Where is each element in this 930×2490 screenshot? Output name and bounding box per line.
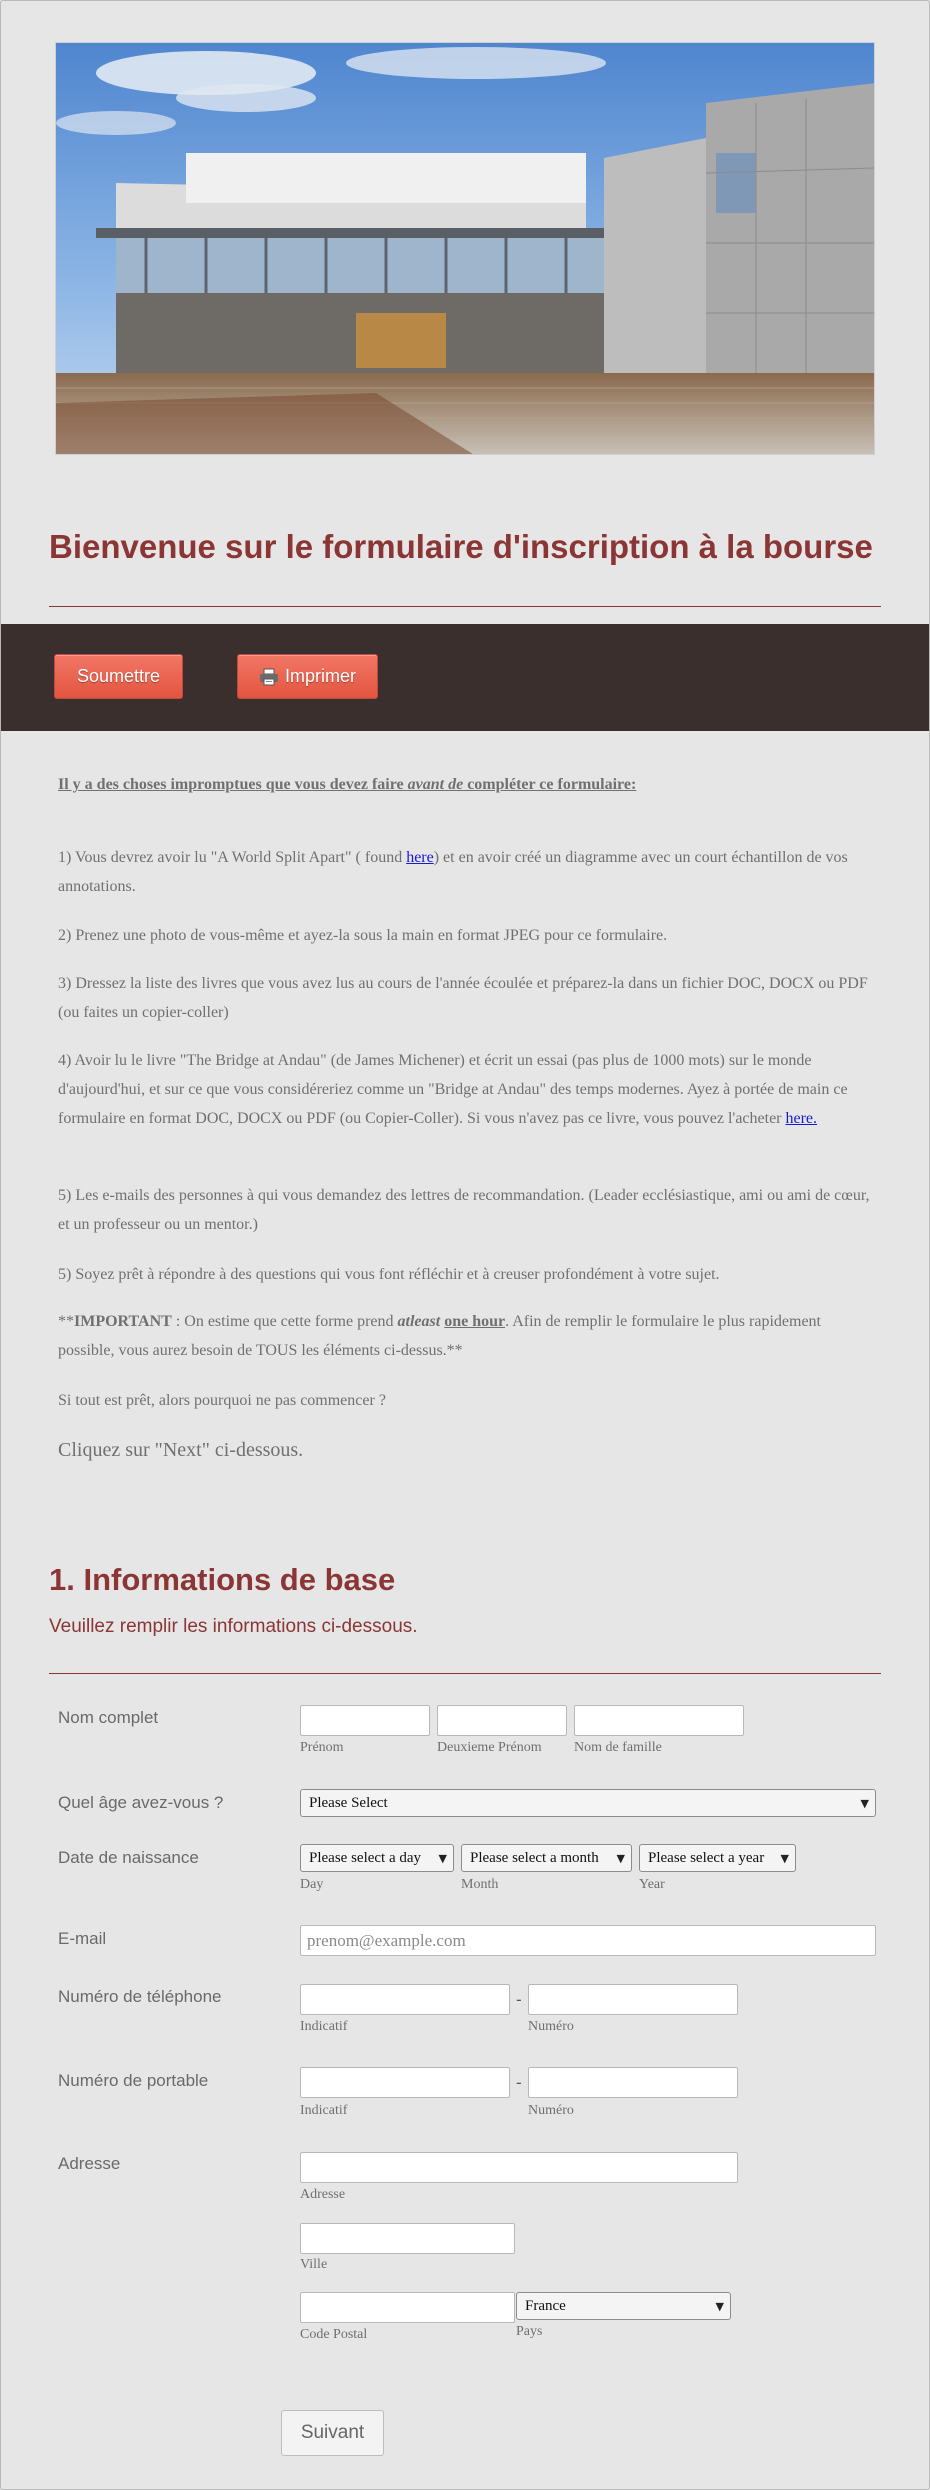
next-button-label: Suivant xyxy=(300,2422,365,2443)
chevron-down-icon: ▼ xyxy=(438,1851,447,1865)
birth-day-select[interactable] xyxy=(300,1844,454,1872)
submit-button[interactable] xyxy=(54,654,183,699)
street-sublabel: Adresse xyxy=(300,2187,346,2202)
zip-input[interactable] xyxy=(300,2292,515,2323)
middle-name-input[interactable] xyxy=(437,1705,567,1736)
chevron-down-icon: ▼ xyxy=(715,2299,724,2313)
phone-number-input[interactable] xyxy=(528,1984,738,2015)
birth-year-select[interactable] xyxy=(639,1844,796,1872)
email-field[interactable] xyxy=(300,1925,876,1956)
intro-item-1: 1) Vous devrez avoir lu "A World Split Apart" ( found here) et en avoir créé un diagramme avec un court échantillon de vos annotations. xyxy=(58,849,848,895)
intro-item-5b: 5) Soyez prêt à répondre à des questions qui vous font réfléchir et à creuser profondément à votre sujet. xyxy=(58,1266,720,1283)
intro-heading: Il y a des choses impromptues que vous devez faire avant de compléter ce formulaire: xyxy=(58,776,637,793)
ready-text: Si tout est prêt, alors pourquoi ne pas commencer ? xyxy=(58,1392,386,1409)
phone-separator: - xyxy=(516,1990,522,2009)
email-label: E-mail xyxy=(58,1929,107,1948)
city-sublabel: Ville xyxy=(300,2257,328,2272)
city-input[interactable] xyxy=(300,2223,515,2254)
intro-item-5a: 5) Les e-mails des personnes à qui vous demandez des lettres de recommandation. (Leader ecclésiastique, ami ou ami de cœur, et un professeur ou un mentor.) xyxy=(58,1187,870,1233)
last-name-sublabel: Nom de famille xyxy=(574,1740,662,1755)
print-button[interactable] xyxy=(237,654,378,699)
submit-button-label: Soumettre xyxy=(76,666,161,686)
phone-number-sublabel: Numéro xyxy=(528,2019,574,2034)
section-title: 1. Informations de base xyxy=(49,1562,396,1597)
header-image xyxy=(55,42,875,455)
phone-area-input[interactable] xyxy=(300,1984,510,2015)
chevron-down-icon: ▼ xyxy=(780,1851,789,1865)
section-divider xyxy=(49,1673,881,1674)
action-toolbar xyxy=(1,624,929,731)
birth-year-sublabel: Year xyxy=(639,1877,665,1892)
birth-day-value: Please select a day xyxy=(309,1849,422,1866)
middle-name-sublabel: Deuxieme Prénom xyxy=(437,1740,542,1755)
mobile-number-input[interactable] xyxy=(528,2067,738,2098)
birth-day-sublabel: Day xyxy=(300,1877,324,1892)
section-subtitle: Veuillez remplir les informations ci-dessous. xyxy=(49,1616,418,1637)
birth-date-label: Date de naissance xyxy=(58,1848,199,1867)
mobile-area-sublabel: Indicatif xyxy=(300,2103,348,2118)
print-button-label: Imprimer xyxy=(285,666,356,686)
age-select-value: Please Select xyxy=(309,1794,388,1811)
age-label: Quel âge avez-vous ? xyxy=(58,1793,224,1812)
chevron-down-icon: ▼ xyxy=(616,1851,625,1865)
street-input[interactable] xyxy=(300,2152,738,2183)
birth-month-value: Please select a month xyxy=(470,1849,599,1866)
important-note: **IMPORTANT : On estime que cette forme prend atleast one hour. Afin de remplir le formulaire le plus rapidement possible, vous aurez besoin de TOUS les éléments ci-dessus.** xyxy=(58,1313,821,1359)
phone-label: Numéro de téléphone xyxy=(58,1987,222,2006)
next-instruction: Cliquez sur "Next" ci-dessous. xyxy=(58,1439,304,1461)
intro-item-4: 4) Avoir lu le livre "The Bridge at Andau" (de James Michener) et écrit un essai (pas plus de 1000 mots) sur le monde d'aujourd'hui, et sur ce que vous considéreriez comme un "Bridge at Andau" des temps modernes. Ayez à portée de main ce formulaire en format DOC, DOCX ou PDF (ou Copier-Coller). Si vous n'avez pas ce livre, vous pouvez l'acheter here. xyxy=(58,1052,848,1127)
intro-item-3: 3) Dressez la liste des livres que vous avez lus au cours de l'année écoulée et préparez-la dans un fichier DOC, DOCX ou PDF (ou faites un copier-coller) xyxy=(58,975,868,1021)
buy-book-link[interactable]: here. xyxy=(785,1110,818,1127)
mobile-area-input[interactable] xyxy=(300,2067,510,2098)
country-select-value: France xyxy=(525,2297,566,2314)
page-title: Bienvenue sur le formulaire d'inscription à la bourse xyxy=(49,528,873,565)
title-divider xyxy=(49,606,881,607)
next-button[interactable] xyxy=(281,2410,384,2456)
address-label: Adresse xyxy=(58,2154,121,2173)
zip-sublabel: Code Postal xyxy=(300,2327,368,2342)
age-select[interactable] xyxy=(300,1789,876,1817)
mobile-separator: - xyxy=(516,2073,522,2092)
mobile-label: Numéro de portable xyxy=(58,2071,209,2090)
last-name-input[interactable] xyxy=(574,1705,744,1736)
full-name-label: Nom complet xyxy=(58,1708,159,1727)
country-select[interactable] xyxy=(516,2292,731,2320)
intro-item-2: 2) Prenez une photo de vous-même et ayez-la sous la main en format JPEG pour ce formulaire. xyxy=(58,927,668,944)
printer-icon xyxy=(259,668,279,686)
first-name-sublabel: Prénom xyxy=(300,1740,344,1755)
country-sublabel: Pays xyxy=(516,2324,543,2339)
birth-month-select[interactable] xyxy=(461,1844,632,1872)
mobile-number-sublabel: Numéro xyxy=(528,2103,574,2118)
phone-area-sublabel: Indicatif xyxy=(300,2019,348,2034)
birth-month-sublabel: Month xyxy=(461,1877,499,1892)
book-link[interactable]: here xyxy=(406,849,434,866)
first-name-input[interactable] xyxy=(300,1705,430,1736)
birth-year-value: Please select a year xyxy=(648,1849,765,1866)
chevron-down-icon: ▼ xyxy=(860,1796,869,1810)
